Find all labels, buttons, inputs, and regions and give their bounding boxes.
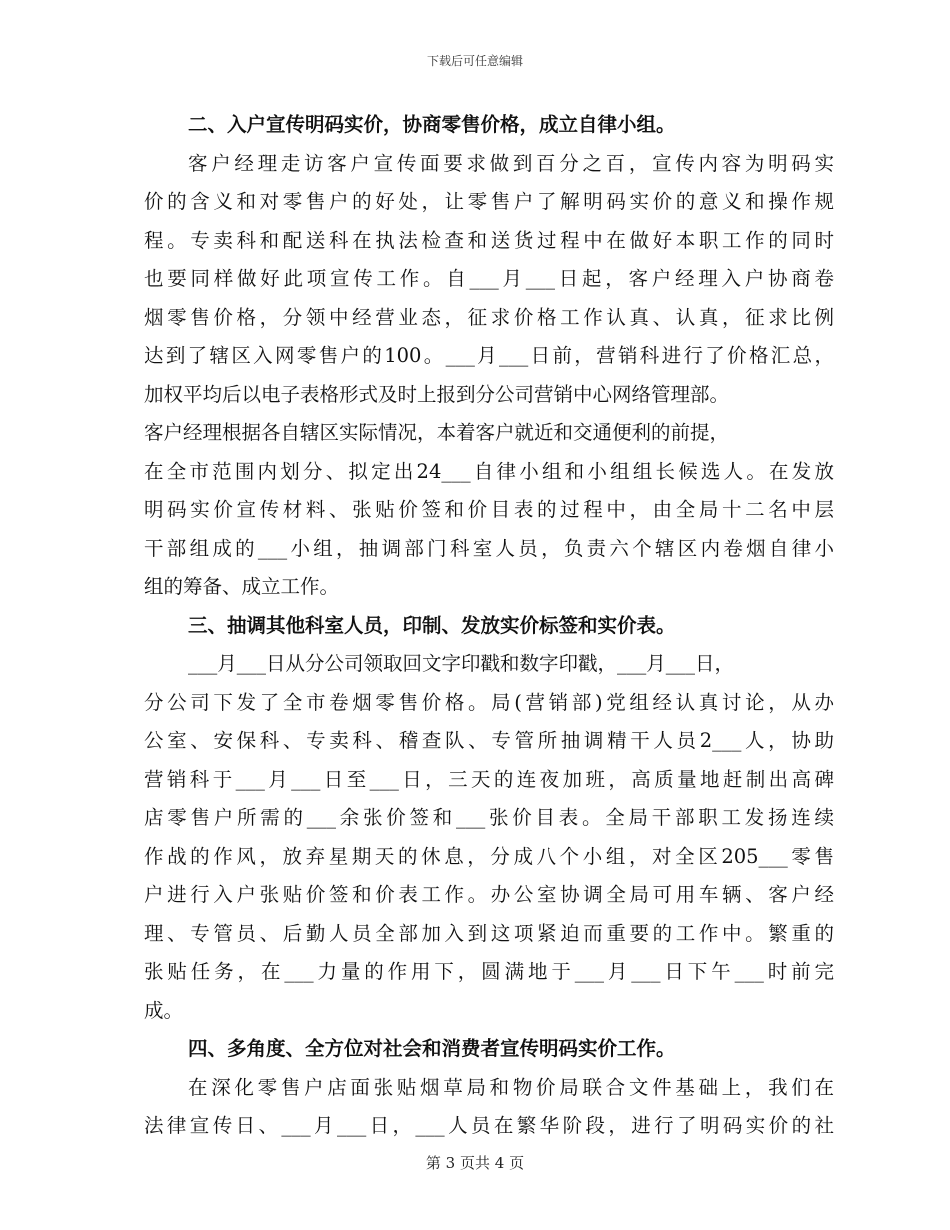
body-text-line: 公室、安保科、专卖科、稽查队、专管所抽调精干人员2___人，协助 [144,729,834,752]
page-header: 下载后可任意编辑 [426,54,523,68]
body-text-line: 客户经理根据各自辖区实际情况，本着客户就近和交通便利的前提， [144,421,730,444]
body-text-line: 程。专卖科和配送科在执法检查和送货过程中在做好本职工作的同时 [144,228,834,252]
body-text-line: 在全市范围内划分、拟定出24___自律小组和小组组长候选人。在发放 [144,459,834,483]
page-footer: 第 3 页共 4 页 [425,1154,525,1172]
body-text-line: 也要同样做好此项宣传工作。自___月___日起，客户经理入户协商卷 [144,267,834,290]
body-text-line: 户进行入户张贴价签和价表工作。办公室协调全局可用车辆、客户经 [144,883,834,906]
body-text-line: 干部组成的___小组，抽调部门科室人员，负责六个辖区内卷烟自律小 [144,536,834,560]
body-text-line: ___月___日从分公司领取回文字印戳和数字印戳，___月___日， [188,652,735,675]
document-body [144,106,834,1146]
body-text-line: 达到了辖区入网零售户的100。___月___日前，营销科进行了价格汇总， [144,344,834,367]
body-text-line: 客户经理走访客户宣传面要求做到百分之百，宣传内容为明码实 [188,151,834,175]
section-heading: 二、入户宣传明码实价，协商零售价格，成立自律小组。 [188,113,676,136]
body-text-line: 作战的作风，放弃星期天的休息，分成八个小组，对全区205___零售 [144,844,834,868]
body-text-line: 法律宣传日、___月___日，___人员在繁华阶段，进行了明码实价的社 [144,1114,834,1137]
body-text-line: 营销科于___月___日至___日，三天的连夜加班，高质量地赶制出高碑 [144,767,834,791]
body-text-line: 加权平均后以电子表格形式及时上报到分公司营销中心网络管理部。 [144,382,730,406]
body-text-line: 成。 [144,998,184,1022]
body-text-line: 分公司下发了全市卷烟零售价格。局(营销部)党组经认真讨论，从办 [144,690,834,714]
body-text-line: 店零售户所需的___余张价签和___张价目表。全局干部职工发扬连续 [144,806,834,829]
body-text-line: 明码实价宣传材料、张贴价签和价目表的过程中，由全局十二名中层 [144,498,834,521]
body-text-line: 在深化零售户店面张贴烟草局和物价局联合文件基础上，我们在 [188,1075,834,1099]
section-heading: 四、多角度、全方位对社会和消费者宣传明码实价工作。 [188,1037,676,1060]
body-text-line: 张贴任务，在___力量的作用下，圆满地于___月___日下午___时前完 [144,960,834,983]
section-heading: 三、抽调其他科室人员，印制、发放实价标签和实价表。 [188,613,676,637]
body-text-line: 烟零售价格，分领中经营业态，征求价格工作认真、认真，征求比例 [144,305,834,329]
body-text-line: 理、专管员、后勤人员全部加入到这项紧迫而重要的工作中。繁重的 [144,921,834,945]
body-text-line: 价的含义和对零售户的好处，让零售户了解明码实价的意义和操作规 [144,190,834,213]
body-text-line: 组的筹备、成立工作。 [144,575,340,598]
